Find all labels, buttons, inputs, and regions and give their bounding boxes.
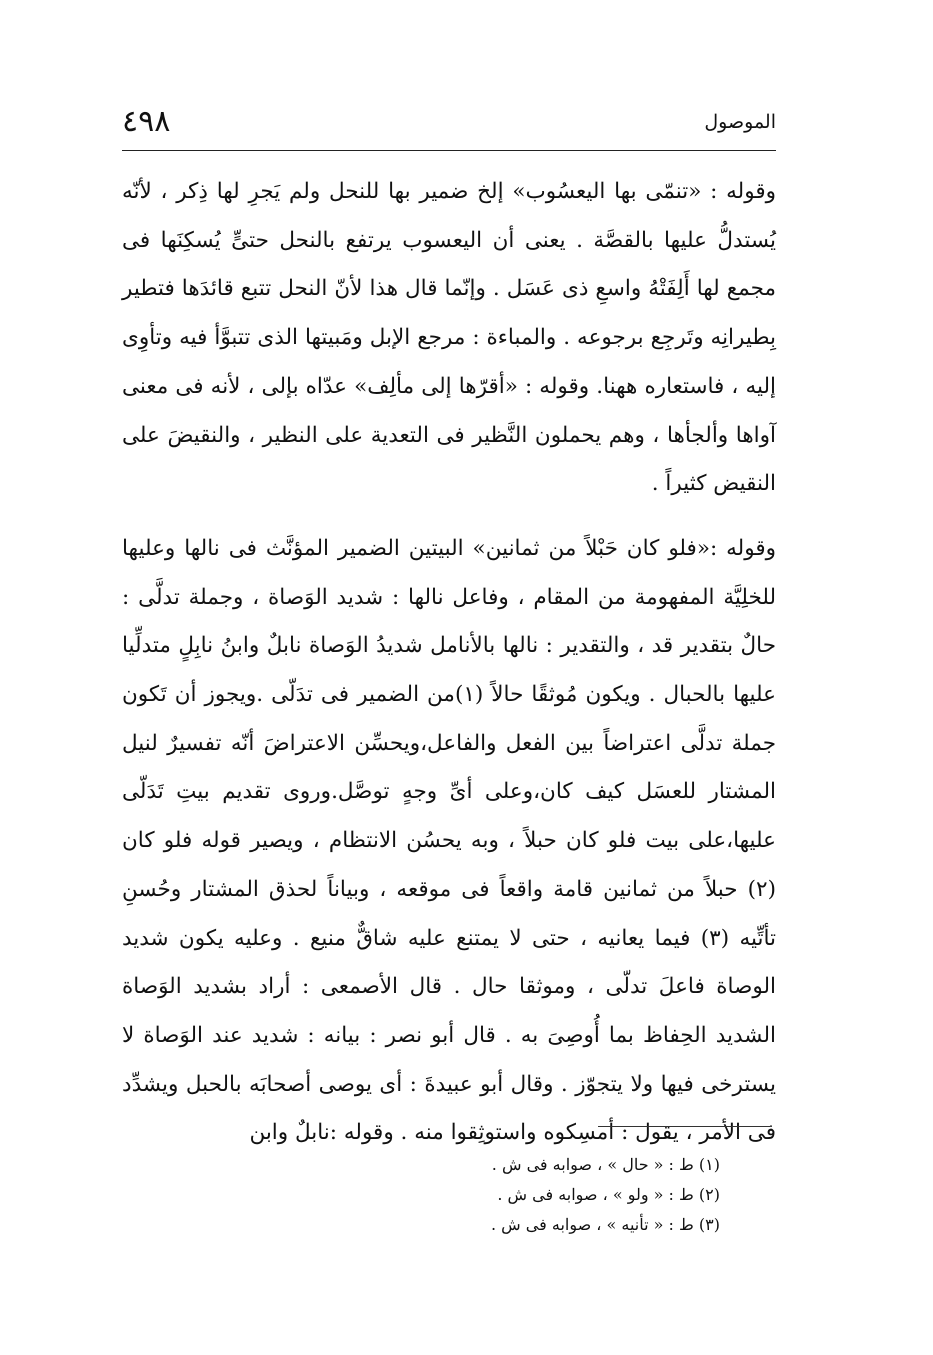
- page-number: ٤٩٨: [122, 104, 171, 139]
- footnote-separator: [598, 1126, 770, 1127]
- footnote-1: (١) ط : « حال » ، صوابه فى ش .: [491, 1155, 720, 1174]
- body-text: [122, 168, 776, 1158]
- paragraph-2: وقوله :«فلو كان حَبْلاً من ثمانين» البيتين الضمير المؤنَّث فى نالها وعليها للخلِيَّة المفهومة من المقام ، وفاعل نالها : شديد الوَصاة ، وجملة تدلَّى : حالٌ بتقدير قد ، والتقدير : نالها بالأنامل شديدُ الوَصاة نابلٌ وابنُ نابِلٍ متدلِّيا عليها بالحبال . ويكون مُوثقًا حالاً (١)من الضمير فى تدَلّى .ويجوز أن تَكون جملة تدلَّى اعتراضاً بين الفعل والفاعل،ويحسِّن الاعتراضَ أنّه تفسيرٌ لنيل المشتار للعسَل كيف كان،وعلى أىِّ وجهٍ توصَّل.وروى تقديم بيتِ تَدَلّى عليها،على بيت فلو كان حبلاً ، وبه يحسُن الانتظام ، ويصير قوله فلو كان (٢) حبلاً من ثمانين قامة واقعاً فى موقعه ، وبياناً لحذق المشتار وحُسنِ تأتِّيه (٣) فيما يعانيه ، حتى لا يمتنع عليه شاقٌّ منيع . وعليه يكون شديد الوصاة فاعلَ تدلّى ، وموثقا حال . قال الأصمعى : أراد بشديد الوَصاة الشديد الحِفاظ بما أُوصِىَ به . قال أبو نصر : بيانه : شديد عند الوَصاة لا يسترخى فيها ولا يتجوّز . وقال أبو عبيدةَ : أى يوصى أصحابَه بالحبل ويشدِّد فى الأمر ، يقول : أمسِكوه واستوثِقوا منه . وقوله :نابلٌ وابن: [122, 535, 776, 1146]
- footnote-2: (٢) ط : « ولو » ، صوابه فى ش .: [497, 1185, 720, 1204]
- footnote-3: (٣) ط : « تأنيه » ، صوابه فى ش .: [491, 1215, 720, 1234]
- footnotes: [300, 1150, 720, 1240]
- running-title: الموصول: [704, 111, 776, 133]
- paragraph-1: وقوله : «تنمّى بها اليعسُوب» إلخ ضمير بها للنحل ولم يَجرِ لها ذِكر ، لأنّه يُستدلُّ عليها بالقصَّة . يعنى أن اليعسوب يرتفع بالنحل حتىٍّ يُسكِنَها فى مجمع لها أَلِفَتْهُ واسعِ ذى عَسَل . وإنّما قال هذا لأنّ النحل تتبع قائدَها فتطير بِطيرانِه وتَرجِع برجوعه . والمباءة : مرجع الإبل ومَبيتها الذى تتبوَّأ فيه وتأوِى إليه ، فاستعاره ههنا. وقوله : «أقرّها إلى مألِف» عدّاه بإلى ، لأنه فى معنى آواها وألجأها ، وهم يحملون النَّظير فى التعدية على النظير ، والنقيضَ على النقيض كثيراً .: [122, 179, 776, 497]
- page-header: [122, 104, 776, 148]
- header-rule: [122, 150, 776, 151]
